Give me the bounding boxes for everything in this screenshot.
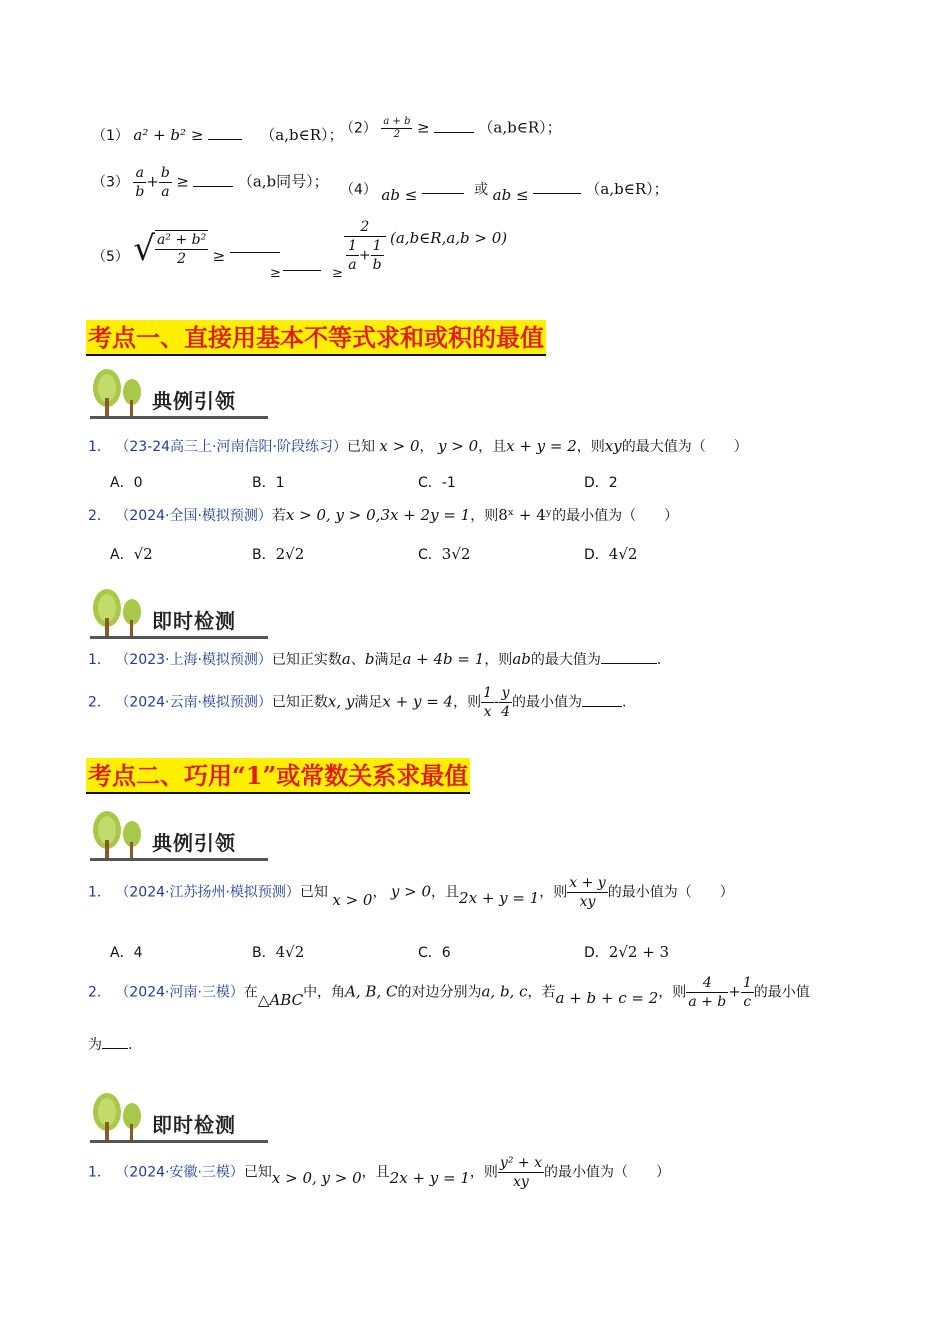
check-question-1: 1． （2023·上海·模拟预测）已知正实数a、b满足a + 4b = 1，则ab的最大值为 . — [88, 650, 662, 668]
option-c[interactable]: C．-1 — [418, 475, 456, 491]
option-b[interactable]: B．1 — [252, 475, 285, 491]
formula-2 — [340, 116, 562, 141]
geq-sign: ≥ — [212, 247, 226, 265]
check-question-2: 2． （2024·云南·模拟预测）已知正数x, y满足x + y = 4，则 $\frac{1}{x}$ - $\frac{y}{4}$ 的最小值为 . — [88, 685, 627, 720]
formula-label: （5） — [92, 249, 129, 265]
question-2: 2． （2024·全国·模拟预测）若x > 0, y > 0,3x + 2y = 1，则8ˣ + 4ʸ的最小值为（ ） — [88, 506, 679, 524]
inner-sum: $\frac{1}{a}$ + $\frac{1}{b}$ — [344, 236, 386, 274]
divider — [90, 636, 268, 639]
formula-5 — [92, 230, 280, 268]
formula-condition: （a,b∈R）； — [585, 180, 669, 198]
option-a[interactable]: A．0 — [110, 475, 143, 491]
fraction: $\frac{y}{4}$ — [501, 685, 510, 720]
divider — [90, 858, 268, 861]
example-badge — [90, 810, 275, 866]
formula-3: （3） $\frac{a}{b}$ + $\frac{b}{a}$ ≥ （a,b同号）； — [92, 165, 329, 200]
fraction: $\frac{1}{x}$ — [483, 685, 492, 720]
root-fraction: $\frac{\text{a² + b²}}{2}$ — [157, 232, 207, 267]
divider — [90, 1140, 268, 1143]
answer-blank[interactable] — [582, 694, 622, 707]
formula-1 — [92, 124, 344, 145]
formula-condition: （a,b∈R）； — [260, 126, 344, 144]
answer-blank — [434, 120, 474, 133]
question-source: （2024·安徽·三模） — [115, 1164, 244, 1181]
formula-expr: ab ≤ — [381, 186, 418, 204]
formula-condition: （a,b∈R）； — [478, 118, 562, 137]
option-b[interactable]: B．4√2 — [252, 943, 305, 961]
answer-blank — [193, 174, 233, 187]
option-d[interactable]: D．2 — [584, 475, 618, 491]
question-2: 2． （2024·河南·三模）在△ABC中，角A, B, C的对边分别为a, b, c，若a + b + c = 2，则 $\frac{4}{a + b}$ + $\frac{1}{c}$ 的最小值 — [88, 975, 810, 1010]
fraction: $\frac{a + b}{2}$ — [383, 116, 411, 140]
question-source: （2024·全国·模拟预测） — [115, 508, 272, 524]
check-badge — [90, 1092, 275, 1148]
geq-sign: ≥ — [332, 266, 343, 281]
formula-condition: (a,b∈R,a,b > 0) — [390, 229, 508, 247]
option-b[interactable]: B．2√2 — [252, 545, 305, 563]
or-text: 或 — [474, 182, 489, 198]
geq-sign: ≥ — [176, 172, 189, 191]
question-source: （2024·江苏扬州·模拟预测） — [115, 884, 300, 901]
fraction: $\frac{4}{a + b}$ — [688, 975, 727, 1010]
question-1: 1． （23-24高三上·河南信阳·阶段练习）已知 x > 0， y > 0，且x + y = 2，则xy的最大值为（ ） — [88, 437, 748, 455]
fraction: $\frac{1}{c}$ — [742, 975, 752, 1010]
badge-label: 典例引领 — [152, 389, 236, 413]
tree-icon — [90, 1092, 150, 1144]
example-badge — [90, 368, 275, 424]
option-d[interactable]: D．4√2 — [584, 545, 638, 563]
question-1: 1． （2024·江苏扬州·模拟预测）已知 x > 0， y > 0，且2x + y = 1，则 $\frac{x + y}{xy}$ 的最小值为（ ） — [88, 875, 734, 910]
answer-blank — [422, 181, 464, 194]
fraction: $\frac{a}{b}$ — [135, 165, 145, 200]
fraction: 2 $\frac{1}{a}$ + $\frac{1}{b}$ — [344, 218, 386, 274]
formula-expr: a² + b² ≥ — [133, 126, 204, 144]
formula-expr: ab ≤ — [492, 186, 529, 204]
option-a[interactable]: A．4 — [110, 945, 143, 961]
fraction: $\frac{\text{y² + x}}{xy}$ — [499, 1155, 542, 1190]
badge-label: 典例引领 — [152, 831, 236, 855]
option-a[interactable]: A．√2 — [110, 545, 153, 563]
sqrt-sign: √ — [133, 229, 156, 269]
answer-blank — [283, 258, 321, 275]
geq-sign: ≥ — [416, 118, 430, 137]
option-d[interactable]: D．2√2 + 3 — [584, 943, 670, 961]
divider — [90, 416, 268, 419]
tree-icon — [90, 588, 150, 640]
section-heading-2: 考点二、巧用“1”或常数关系求最值 — [86, 758, 470, 794]
badge-label: 即时检测 — [152, 1113, 236, 1137]
question-source: （2024·河南·三模） — [115, 984, 244, 1001]
tree-icon — [90, 810, 150, 862]
formula-label: （2） — [340, 120, 377, 137]
formula-label: （4） — [340, 182, 377, 198]
answer-blank — [230, 240, 280, 253]
answer-blank — [208, 127, 242, 140]
tree-icon — [90, 368, 150, 420]
formula-condition: （a,b同号）； — [237, 172, 329, 191]
answer-blank[interactable] — [601, 651, 657, 664]
question-2-continued: 为 . — [88, 1037, 133, 1053]
section-heading-1: 考点一、直接用基本不等式求和或积的最值 — [86, 320, 546, 356]
formula-label: （3） — [92, 174, 129, 191]
answer-blank — [533, 181, 581, 194]
badge-label: 即时检测 — [152, 609, 236, 633]
question-source: （2023·上海·模拟预测） — [115, 652, 272, 668]
formula-4 — [340, 178, 669, 204]
answer-blank[interactable] — [102, 1036, 128, 1049]
question-source: （2024·云南·模拟预测） — [115, 694, 272, 711]
geq-sign: ≥ — [270, 266, 281, 281]
check-badge — [90, 588, 275, 644]
formula-label: （1） — [92, 128, 129, 144]
question-source: （23-24高三上·河南信阳·阶段练习） — [115, 439, 347, 455]
check-question-1: 1． （2024·安徽·三模）已知x > 0, y > 0，且2x + y = 1，则 $\frac{\text{y² + x}}{xy}$ 的最小值为（ ） — [88, 1155, 670, 1190]
fraction: $\frac{x + y}{xy}$ — [569, 875, 606, 910]
option-c[interactable]: C．3√2 — [418, 545, 471, 563]
option-c[interactable]: C．6 — [418, 945, 451, 961]
harmonic-mean — [344, 218, 386, 274]
fraction: $\frac{b}{a}$ — [160, 165, 170, 200]
